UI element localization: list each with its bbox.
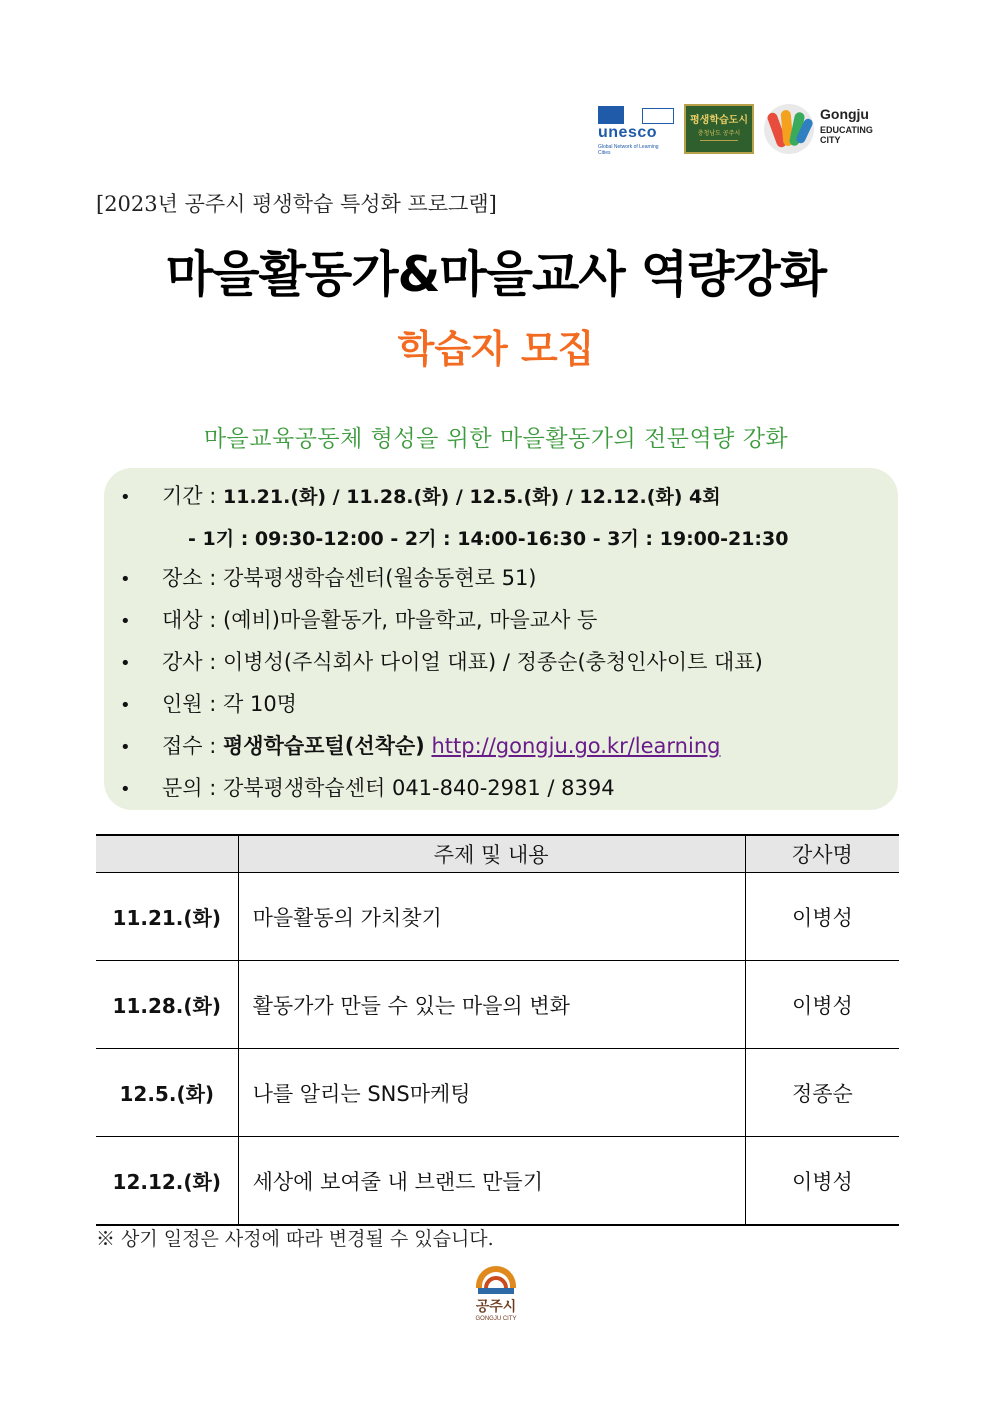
- row-instructor: 정종순: [745, 1049, 899, 1137]
- learning-cities-icon: [642, 108, 674, 124]
- row-topic: 활동가가 만들 수 있는 마을의 변화: [238, 961, 745, 1049]
- row-date: 11.21.(화): [96, 873, 238, 961]
- table-row: [96, 1049, 899, 1137]
- program-subtitle: [2023년 공주시 평생학습 특성화 프로그램]: [96, 192, 497, 216]
- header-topic: 주제 및 내용: [238, 835, 745, 873]
- row-instructor: 이병성: [745, 1137, 899, 1226]
- row-instructor: 이병성: [745, 873, 899, 961]
- partner-logos: [596, 100, 896, 160]
- tagline: 마을교육공동체 형성을 위한 마을활동가의 전문역량 강화: [203, 426, 789, 452]
- row-date: 12.12.(화): [96, 1137, 238, 1226]
- header-date: [96, 835, 238, 873]
- unesco-wordmark: unesco: [598, 124, 658, 141]
- city-name-en: GONGJU CITY: [475, 1316, 517, 1322]
- header-instructor: 강사명: [745, 835, 899, 873]
- unesco-temple-icon: [598, 106, 624, 124]
- gongju-educating-city-logo: [764, 100, 894, 160]
- table-row: [96, 961, 899, 1049]
- page-title: 마을활동가&마을교사 역량강화: [165, 246, 827, 303]
- city-name: 공주시: [475, 1299, 517, 1315]
- info-place: • 장소 : 강북평생학습센터(월송동현로 51): [120, 566, 537, 590]
- gongju-logo-title: Gongju: [820, 106, 869, 122]
- info-apply: • 접수 : 평생학습포털(선착순) http://gongju.go.kr/learning: [120, 734, 721, 758]
- badge-subtitle: 충청남도 공주시: [697, 130, 741, 137]
- recruit-heading: 학습자 모집: [397, 327, 595, 371]
- badge-ornament-icon: [700, 140, 738, 149]
- info-instructor: • 강사 : 이병성(주식회사 다이얼 대표) / 정종순(충청인사이트 대표): [120, 650, 763, 674]
- info-contact: • 문의 : 강북평생학습센터 041-840-2981 / 8394: [120, 776, 615, 800]
- unesco-subtext: Global Network of Learning Cities: [598, 144, 659, 156]
- arch-base-icon: [478, 1288, 514, 1294]
- row-topic: 세상에 보여줄 내 브랜드 만들기: [238, 1137, 745, 1226]
- apply-link[interactable]: http://gongju.go.kr/learning: [431, 734, 721, 758]
- table-row: [96, 1137, 899, 1226]
- info-capacity: • 인원 : 각 10명: [120, 692, 297, 716]
- info-target: • 대상 : (예비)마을활동가, 마을학교, 마을교사 등: [120, 608, 598, 632]
- gongju-logo-subtitle: EDUCATING CITY: [820, 125, 873, 145]
- lifelong-learning-city-badge: [684, 104, 754, 154]
- row-topic: 나를 알리는 SNS마케팅: [238, 1049, 745, 1137]
- info-box: [104, 468, 898, 810]
- table-header-row: [96, 835, 899, 873]
- colorful-hands-icon: [764, 104, 814, 154]
- row-topic: 마을활동의 가치찾기: [238, 873, 745, 961]
- unesco-logo: [598, 106, 678, 156]
- row-instructor: 이병성: [745, 961, 899, 1049]
- gongju-city-logo: [466, 1266, 526, 1330]
- table-row: [96, 873, 899, 961]
- schedule-table: [96, 834, 899, 1226]
- info-period: • 기간 : 11.21.(화) / 11.28.(화) / 12.5.(화) / 12.12.(화) 4회: [120, 484, 721, 508]
- badge-title: 평생학습도시: [690, 115, 748, 126]
- schedule-change-note: ※ 상기 일정은 사정에 따라 변경될 수 있습니다.: [96, 1228, 494, 1250]
- row-date: 11.28.(화): [96, 961, 238, 1049]
- info-sessions: - 1기 : 09:30-12:00 - 2기 : 14:00-16:30 - 3기 : 19:00-21:30: [188, 528, 789, 550]
- row-date: 12.5.(화): [96, 1049, 238, 1137]
